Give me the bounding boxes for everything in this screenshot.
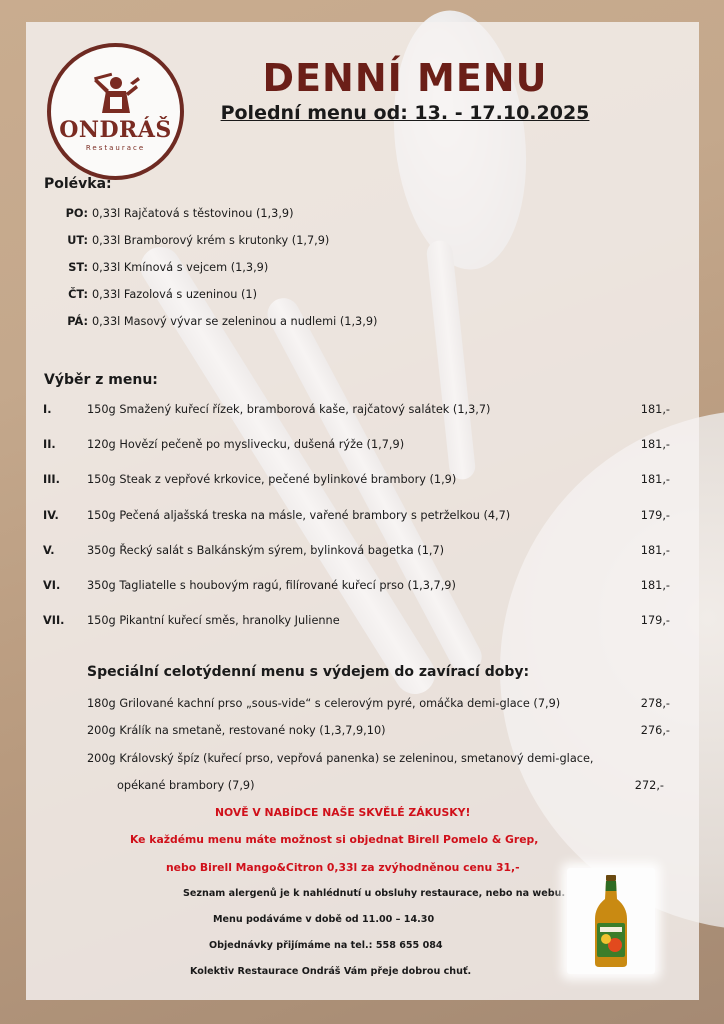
special-item-price: 276,- (640, 724, 670, 737)
soup-day: PO: (65, 207, 88, 220)
page-title: DENNÍ MENU (262, 56, 548, 100)
menu-item-number: II. (43, 438, 56, 451)
menu-item-price: 181,- (640, 403, 670, 416)
soup-day: ČT: (68, 288, 88, 301)
menu-item-number: V. (43, 544, 55, 557)
soup-text: 0,33l Masový vývar se zeleninou a nudlemi (1,3,9) (92, 315, 378, 328)
serving-hours: Menu podáváme v době od 11.00 – 14.30 (213, 914, 435, 925)
special-item-text: 180g Grilované kachní prso „sous-vide“ s celerovým pyré, omáčka demi-glace (7,9) (87, 697, 561, 710)
logo-name: ONDRÁŠ (59, 117, 172, 143)
special-item-text: 200g Královský špíz (kuřecí prso, vepřová panenka) se zeleninou, smetanový demi-glace, (87, 752, 594, 765)
allergen-info: Seznam alergenů je k nahlédnutí u obsluhy restaurace, nebo na webu. (183, 888, 566, 899)
menu-item-text: 150g Smažený kuřecí řízek, bramborová kaše, rajčatový salátek (1,3,7) (87, 403, 491, 416)
special-section-title: Speciální celotýdenní menu s výdejem do zavírací doby: (87, 664, 530, 680)
menu-item-text: 150g Pečená aljašská treska na másle, vařené brambory s petrželkou (4,7) (87, 509, 511, 522)
menu-item-price: 179,- (640, 509, 670, 522)
menu-item-price: 181,- (640, 473, 670, 486)
menu-item-number: I. (43, 403, 52, 416)
ondras-figure-icon (86, 71, 146, 115)
special-item-text: 200g Králík na smetaně, restované noky (1,3,7,9,10) (87, 724, 386, 737)
menu-item-text: 350g Řecký salát s Balkánským sýrem, bylinková bagetka (1,7) (87, 544, 445, 557)
menu-item-text: 150g Steak z vepřové krkovice, pečené bylinkové brambory (1,9) (87, 473, 457, 486)
menu-item-price: 181,- (640, 544, 670, 557)
menu-item-text: 350g Tagliatelle s houbovým ragú, filírované kuřecí prso (1,3,7,9) (87, 579, 456, 592)
soup-section-title: Polévka: (44, 176, 112, 192)
menu-item-text: 150g Pikantní kuřecí směs, hranolky Julienne (87, 614, 340, 627)
special-item-text-line2: opékané brambory (7,9) (117, 779, 255, 792)
menu-item-number: VII. (43, 614, 65, 627)
special-item-price: 278,- (640, 697, 670, 710)
logo-subtitle: Restaurace (85, 144, 146, 152)
soup-text: 0,33l Fazolová s uzeninou (1) (92, 288, 257, 301)
special-item-price: 272,- (634, 779, 664, 792)
menu-item-number: VI. (43, 579, 61, 592)
menu-section-title: Výběr z menu: (44, 372, 158, 388)
soup-day: UT: (67, 234, 88, 247)
menu-item-price: 181,- (640, 579, 670, 592)
soup-text: 0,33l Bramborový krém s krutonky (1,7,9) (92, 234, 330, 247)
desserts-notice: NOVĚ V NABÍDCE NAŠE SKVĚLÉ ZÁKUSKY! (215, 806, 471, 819)
menu-item-text: 120g Hovězí pečeně po myslivecku, dušená rýže (1,7,9) (87, 438, 405, 451)
closing-wish: Kolektiv Restaurace Ondráš Vám přeje dobrou chuť. (190, 966, 472, 977)
menu-item-number: IV. (43, 509, 59, 522)
menu-item-price: 181,- (640, 438, 670, 451)
soup-day: PÁ: (67, 315, 88, 328)
soup-text: 0,33l Kmínová s vejcem (1,3,9) (92, 261, 269, 274)
order-phone: Objednávky přijímáme na tel.: 558 655 084 (209, 940, 443, 951)
soup-day: ST: (68, 261, 88, 274)
birell-offer-line1: Ke každému menu máte možnost si objednat Birell Pomelo & Grep, (130, 833, 539, 846)
menu-item-number: III. (43, 473, 60, 486)
menu-item-price: 179,- (640, 614, 670, 627)
soup-text: 0,33l Rajčatová s těstovinou (1,3,9) (92, 207, 294, 220)
birell-bottle-image (567, 868, 655, 974)
bottle-icon (591, 873, 631, 969)
restaurant-logo (47, 43, 184, 180)
birell-offer-line2: nebo Birell Mango&Citron 0,33l za zvýhodněnou cenu 31,- (166, 861, 520, 874)
menu-dates: Polední menu od: 13. - 17.10.2025 (220, 102, 590, 124)
